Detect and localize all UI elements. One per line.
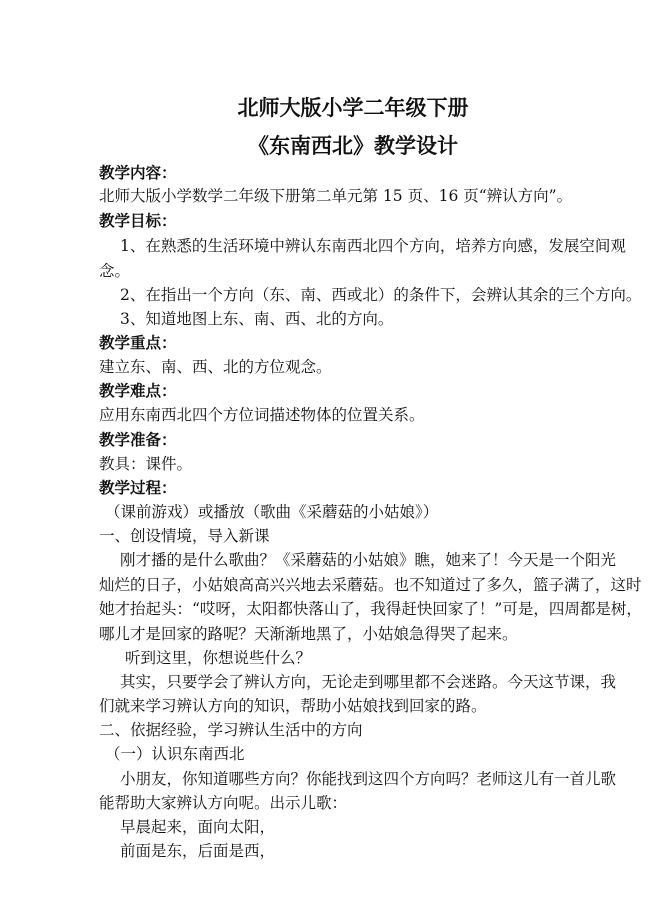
question-line: 听到这里，你想说些什么？ (125, 649, 312, 667)
key-text: 建立东、南、西、北的方位观念。 (99, 358, 332, 376)
key-heading: 教学重点： (99, 334, 177, 352)
intro-line-1: 其实，只要学会了辨认方向，无论走到哪里都不会迷路。今天这节课，我 (120, 673, 617, 691)
goals-heading: 教学目标： (99, 212, 177, 230)
goal-1-line-2: 念。 (99, 262, 131, 280)
content-text: 北师大版小学数学二年级下册第二单元第 15 页、16 页“辨认方向”。 (99, 187, 573, 205)
difficulty-text: 应用东南西北四个方位词描述物体的位置关系。 (99, 406, 425, 424)
story-line-2: 灿烂的日子，小姑娘高高兴兴地去采蘑菇。也不知道过了多久，篮子满了，这时 (99, 576, 642, 594)
difficulty-heading: 教学难点： (99, 382, 177, 400)
rhyme-line-2: 前面是东，后面是西， (120, 842, 276, 860)
goal-3: 3、知道地图上东、南、西、北的方向。 (120, 310, 394, 328)
subsection-1-heading: （一）认识东南西北 (105, 745, 245, 763)
story-line-1: 刚才播的是什么歌曲？《采蘑菇的小姑娘》瞧，她来了！今天是一个阳光 (120, 551, 617, 569)
prep-text: 教具：课件。 (99, 455, 193, 473)
process-heading: 教学过程： (99, 479, 177, 497)
content-heading: 教学内容： (99, 164, 177, 182)
directions-line-1: 小朋友，你知道哪些方向？你能找到这四个方向吗？老师这儿有一首儿歌 (120, 770, 617, 788)
goal-1-line-1: 1、在熟悉的生活环境中辨认东南西北四个方向，培养方向感，发展空间观 (120, 237, 626, 255)
intro-line-2: 们就来学习辨认方向的知识，帮助小姑娘找到回家的路。 (99, 697, 487, 715)
directions-line-2: 能帮助大家辨认方向呢。出示儿歌： (99, 794, 348, 812)
rhyme-line-1: 早晨起来，面向太阳， (120, 818, 276, 836)
story-line-3: 她才抬起头：“哎呀，太阳都快落山了，我得赶快回家了！”可是，四周都是树， (99, 600, 642, 618)
document-title: 北师大版小学二年级下册 (237, 96, 469, 120)
story-line-4: 哪儿才是回家的路呢？天渐渐地黑了，小姑娘急得哭了起来。 (99, 625, 518, 643)
prep-heading: 教学准备： (99, 431, 177, 449)
section-2-heading: 二、依据经验，学习辨认生活中的方向 (99, 721, 363, 739)
process-line-1: （课前游戏）或播放（歌曲《采蘑菇的小姑娘》） (105, 503, 439, 521)
document-subtitle: 《东南西北》教学设计 (248, 134, 458, 158)
process-line-2: 一、创设情境，导入新课 (99, 527, 270, 545)
goal-2: 2、在指出一个方向（东、南、西或北）的条件下，会辨认其余的三个方向。 (120, 286, 642, 304)
